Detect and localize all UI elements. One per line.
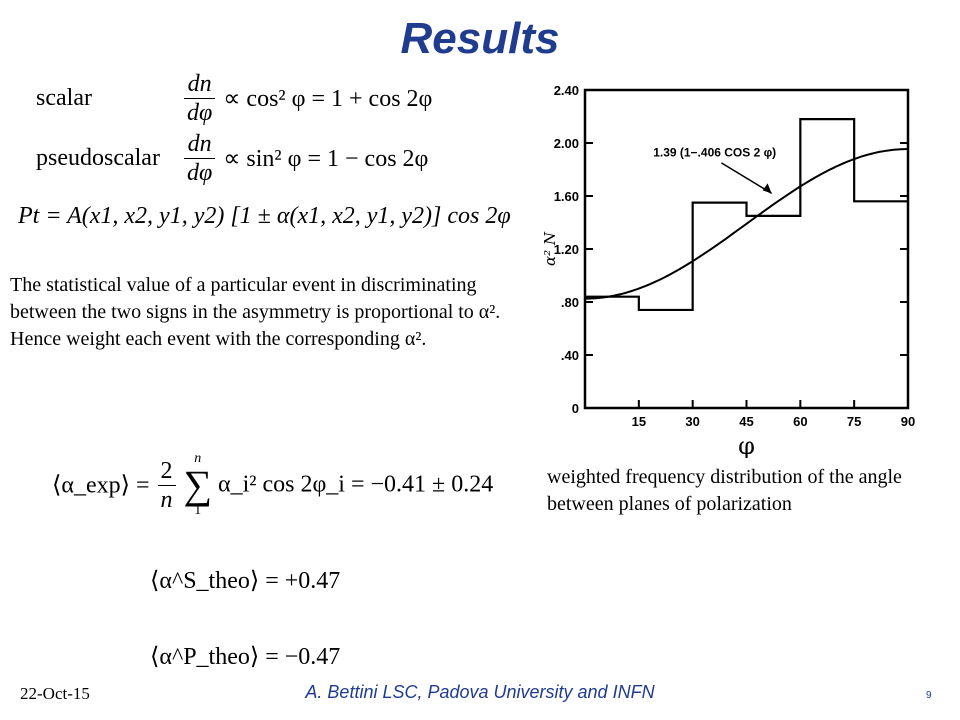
y-tick-label: 2.40 [553, 83, 579, 98]
alpha-p-theo-equation: ⟨α^P_theo⟩ = −0.47 [150, 644, 341, 670]
summation-symbol: n ∑ 1 [183, 451, 213, 518]
alpha-s-theo-equation: ⟨α^S_theo⟩ = +0.47 [150, 568, 341, 594]
y-tick-label: 1.60 [553, 189, 579, 204]
pseudoscalar-rhs: ∝ sin² φ = 1 − cos 2φ [223, 146, 429, 172]
alpha-exp-equation [52, 452, 493, 518]
scalar-label: scalar [36, 85, 92, 111]
y-tick-label: .80 [560, 295, 579, 310]
page-number: 9 [926, 690, 932, 701]
footer-author: A. Bettini LSC, Padova University and INFN [305, 682, 655, 702]
x-axis-label: φ [738, 432, 755, 458]
footer-date: 22-Oct-15 [20, 684, 90, 703]
alpha-exp-lhs: ⟨α_exp⟩ = [52, 472, 150, 499]
chart-caption: weighted frequency distribution of the angle between planes of polarization [547, 466, 902, 515]
x-tick-label: 75 [846, 414, 862, 429]
x-tick-label: 45 [739, 414, 754, 429]
dn-dphi-fraction: $\frac{dn}{d\varphi}$ [184, 70, 215, 127]
y-tick-label: 1.20 [553, 242, 579, 257]
alpha-exp-rhs: α_i² cos 2φ_i = −0.41 ± 0.24 [218, 471, 494, 498]
pt-equation: Pt = A(x1, x2, y1, y2) [1 ± α(x1, x2, y1, y2)] cos 2φ [18, 203, 511, 229]
slide-title: Results [400, 14, 560, 63]
x-tick-label: 60 [793, 414, 808, 429]
weighted-frequency-chart [530, 78, 930, 458]
two-over-n-fraction: $\frac{2}{n}$ [158, 457, 176, 514]
scalar-rhs: ∝ cos² φ = 1 + cos 2φ [223, 86, 433, 112]
y-axis-label: α² N [541, 231, 559, 267]
x-tick-label: 15 [631, 414, 647, 429]
y-tick-label: 0 [571, 401, 579, 416]
x-tick-label: 30 [685, 414, 700, 429]
dn-dphi-fraction: $\frac{dn}{d\varphi}$ [184, 130, 215, 187]
x-tick-label: 90 [900, 414, 916, 429]
pseudoscalar-label: pseudoscalar [36, 145, 160, 171]
y-tick-label: .40 [560, 348, 579, 363]
fit-annotation: 1.39 (1−.406 COS 2 φ) [653, 145, 777, 160]
plot-frame [585, 90, 908, 408]
y-tick-label: 2.00 [553, 136, 579, 151]
explanation-paragraph: The statistical value of a particular event in discriminating between the two signs in the asymmetry is proportional to α². Hence weight each event with the corresponding α². [10, 274, 501, 350]
pseudoscalar-equation [36, 130, 428, 187]
scalar-equation [36, 70, 432, 127]
fit-curve-series [585, 149, 908, 299]
